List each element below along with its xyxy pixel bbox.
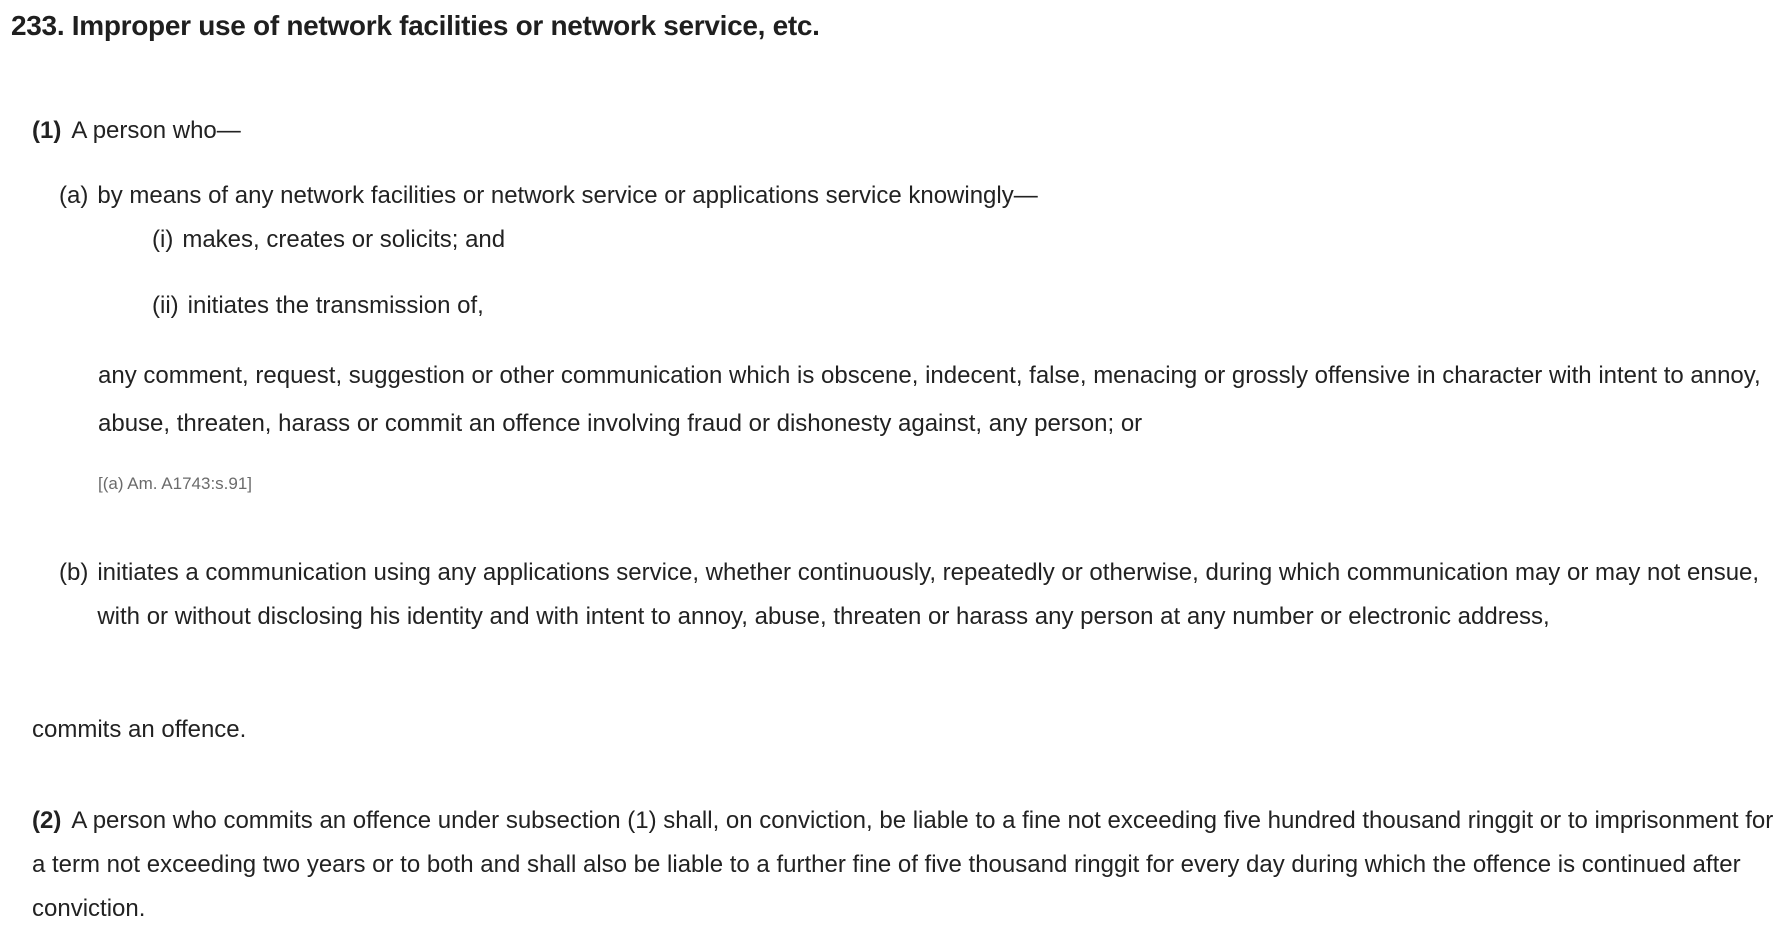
- subsection-1-closing: commits an offence.: [32, 716, 247, 743]
- subsection-1-intro-text: A person who—: [71, 117, 241, 144]
- paragraph-b: [59, 551, 1769, 639]
- paragraph-b-label: (b): [59, 559, 89, 586]
- subsection-2: [32, 799, 1787, 931]
- subsection-2-text: A person who commits an offence under subsection (1) shall, on conviction, be liable to a fine not exceeding five hundred thousand ringgit or to imprisonment for a term not exceeding two years or to both and shall also be liable to a further fine of five thousand ringgit for every day during which the offence is continued after conviction.: [32, 807, 1774, 922]
- amendment-note: [(a) Am. A1743:s.91]: [98, 474, 253, 493]
- subsection-1-intro: [32, 109, 241, 153]
- paragraph-b-text: initiates a communication using any applications service, whether continuously, repeatedly or otherwise, during which communication may or may not ensue, with or without disclosing his identity and with intent to annoy, abuse, threaten or harass any person at any number or electronic address,: [97, 559, 1760, 630]
- paragraph-a-text: by means of any network facilities or network service or applications service knowingly—: [97, 182, 1038, 209]
- subparagraph-i: [152, 218, 505, 262]
- subparagraph-ii-label: (ii): [152, 292, 179, 319]
- subparagraph-i-text: makes, creates or solicits; and: [182, 226, 506, 253]
- subparagraph-ii-text: initiates the transmission of,: [187, 292, 484, 319]
- section-title: 233. Improper use of network facilities or network service, etc.: [11, 10, 820, 41]
- subsection-1-number: (1): [32, 117, 62, 144]
- paragraph-a-tail: any comment, request, suggestion or other communication which is obscene, indecent, false, menacing or grossly offensive in character with intent to annoy, abuse, threaten, harass or commit an offence involving fraud or dishonesty against, any person; or: [98, 362, 1761, 437]
- subsection-2-number: (2): [32, 807, 62, 834]
- subparagraph-i-label: (i): [152, 226, 174, 253]
- subparagraph-ii: [152, 284, 484, 328]
- paragraph-a: [59, 174, 1038, 218]
- paragraph-a-label: (a): [59, 182, 89, 209]
